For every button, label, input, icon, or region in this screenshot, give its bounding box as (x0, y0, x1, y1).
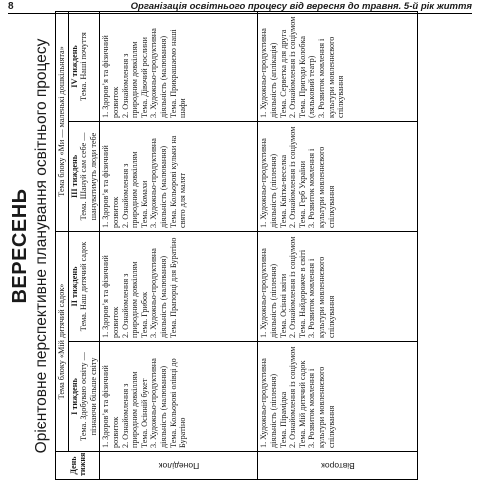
cell-line: Тема. Квітка-веселка (278, 154, 288, 228)
cell-line: 2. Ознайомлення із соціумом (288, 16, 298, 118)
cell-line: 3. Художньо-продуктивна діяльність (малювання) (149, 248, 168, 338)
cell-line: 1. Здоров’я та фізичний розвиток (101, 365, 120, 448)
cell-line: 1. Художньо-продуктивна діяльність (ліплення) (259, 138, 278, 228)
plan-cell (258, 231, 418, 341)
week-header-row (68, 11, 100, 479)
week-header (68, 342, 100, 452)
page-subtitle: Орієнтовне перспективне планування освітнього процесу (33, 38, 50, 454)
plan-table (55, 11, 418, 480)
cell-line: Тема. Пригоди Колобка (лялькoвий театр) (297, 35, 317, 118)
cell-line: Тема. Герб України (297, 160, 307, 228)
cell-line: 1. Художньо-продуктивна діяльність (ліплення) (259, 358, 278, 448)
cell-line: 2. Ознайомлення з природним довкіллям (120, 151, 140, 228)
day-label: Понеділок (158, 461, 200, 472)
cell-line: 2. Ознайомлення з природним довкіллям (120, 41, 140, 118)
week-header (68, 11, 100, 121)
day-column-header: День тижня (56, 452, 100, 480)
table-row (100, 11, 258, 479)
plan-cell (258, 121, 418, 231)
running-title: Організація освітнього процесу від вересня до травня. 5-й рік життя (130, 1, 472, 12)
plan-cell (100, 231, 258, 341)
cell-line: Тема. Прикрашаємо нашi шафи (168, 29, 188, 118)
cell-line: 3. Розвиток мовлення і культури мовленнєвого спілкування (307, 366, 336, 448)
cell-line: 3. Художньо-продуктивна діяльність (малювання) (149, 358, 168, 448)
cell-line: 3. Художньо-продуктивна діяльність (малювання) (149, 28, 168, 118)
cell-line: 1. Здоров’я та фізичний розвиток (101, 145, 120, 228)
cell-line: 1. Здоров’я та фізичний розвиток (101, 35, 120, 118)
cell-line: 2. Ознайомлення з природним довкіллям (120, 261, 140, 338)
cell-line: 3. Розвиток мовлення і культури мовленнєвого спілкування (307, 256, 336, 338)
cell-line: Тема. Комахи (139, 180, 149, 228)
block-header: Тема блоку «Мій дитячий садок» (56, 231, 69, 451)
cell-line: Тема. Найдорожче в світі (297, 249, 307, 338)
week-theme: Тема. Наші почуття (79, 32, 89, 101)
week-theme: Тема. Наш дитячий садок (79, 241, 89, 332)
plan-cell (100, 11, 258, 121)
week-label: II тиждень (69, 266, 79, 307)
cell-line: Тема. Дівочий рослини (139, 37, 149, 118)
week-header (68, 121, 100, 231)
week-theme: Тема. Шануй сам себе — шануватимуть люди тебе (79, 132, 98, 221)
week-label: IV тиждень (69, 45, 79, 88)
cell-line: 1. Художньо-продуктивна діяльність (аплікація) (259, 28, 278, 118)
cell-line: Тема. Грибок (139, 291, 149, 338)
cell-line: 2. Ознайомлення із соціумом (288, 126, 298, 228)
rotated-content (9, 12, 471, 480)
cell-line: Тема. Осінні квіти (278, 273, 288, 338)
plan-cell (258, 342, 418, 452)
day-label: Вівторок (321, 461, 355, 472)
cell-line: 3. Розвиток мовлення і культури мовленнєвого спілкування (316, 36, 346, 118)
plan-cell (100, 342, 258, 452)
week-label: III тиждень (69, 154, 79, 199)
cell-line: Тема. Пірамідка (278, 391, 288, 448)
cell-line: 3. Розвиток мовлення і культури мовленнєвого спілкування (307, 146, 336, 228)
cell-line: Тема. Мій дитячий садок (297, 360, 307, 448)
week-header (68, 231, 100, 341)
table-row (258, 11, 418, 479)
cell-line: Тема. Кольорові кульки на свято для малят (168, 135, 188, 228)
cell-line: 1. Здоров’я та фізичний розвиток (101, 255, 120, 338)
cell-line: 2. Ознайомлення з природним довкіллям (120, 371, 140, 448)
cell-line: 3. Художньо-продуктивна діяльність (малювання) (149, 138, 168, 228)
plan-cell (100, 121, 258, 231)
page-number: 8 (8, 1, 14, 12)
cell-line: 2. Ознайомлення із соціумом (288, 346, 298, 448)
week-theme: Тема. Здобуваю освіту — пізнаючи більше світу (79, 352, 98, 441)
block-header: Тема блоку «Ми — маленькі дошкільнята» (56, 11, 69, 231)
cell-line: 1. Художньо-продуктивна діяльність (ліплення) (259, 248, 278, 338)
plan-cell (258, 11, 418, 121)
month-heading: ВЕРЕСЕНЬ (9, 188, 31, 304)
day-cell (100, 452, 258, 480)
cell-line: Тема. Кольорові олівці до Буратіно (168, 358, 188, 448)
cell-line: Тема. Серветка для друга (278, 29, 288, 118)
week-label: I тиждень (69, 378, 79, 415)
cell-line: Тема. Прапорці для Буратіно (168, 237, 178, 338)
cell-line: 2. Ознайомлення із соціумом (288, 236, 298, 338)
day-cell (258, 452, 418, 480)
cell-line: Тема. Осінній букет (139, 378, 149, 448)
